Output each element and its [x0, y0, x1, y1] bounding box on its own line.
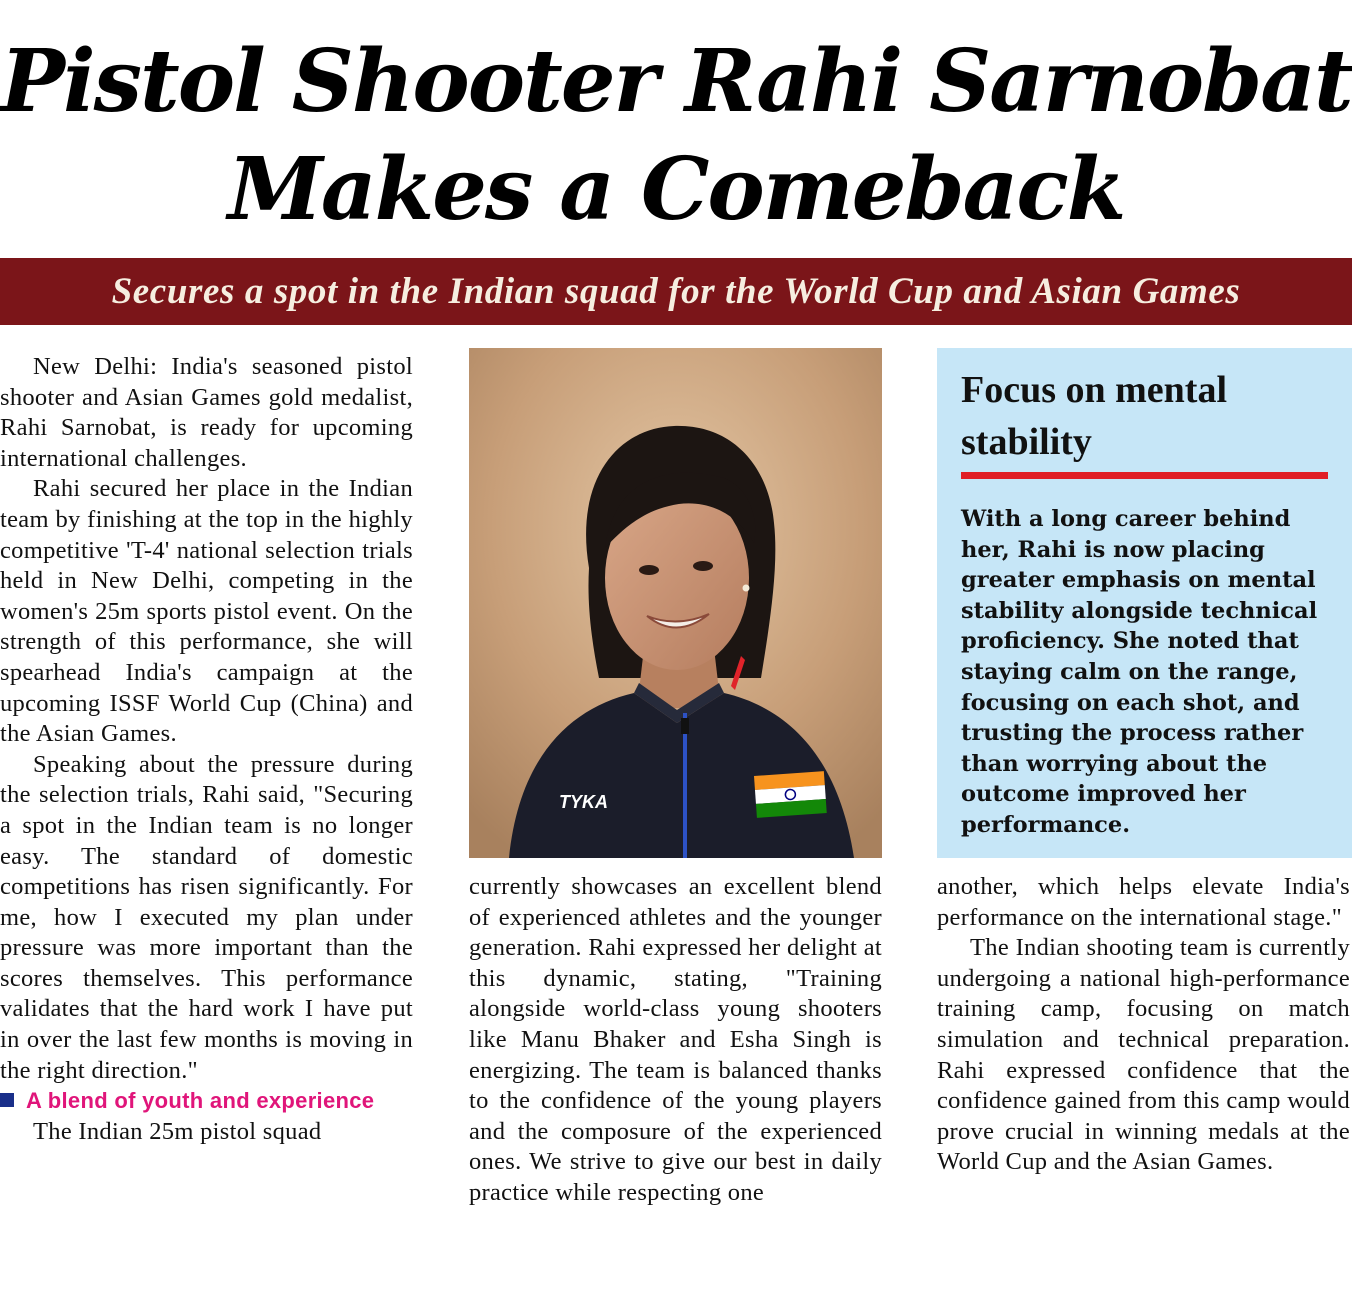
subheadline: Secures a spot in the Indian squad for the World Cup and Asian Games	[111, 271, 1241, 312]
paragraph: The Indian 25m pistol squad	[33, 1117, 322, 1145]
paragraph: another, which helps elevate India's performance on the international stage."	[937, 873, 1350, 931]
square-bullet-icon	[0, 1093, 14, 1107]
paragraph: The Indian shooting team is currently undergoing a national high-performance training camp, focusing on match simulation and technical preparation. Rahi expressed confidence that the confidence gained from this camp would prove crucial in winning medals at the World Cup and the Asian Games.	[937, 934, 1350, 1176]
jacket-brand-label: TYKA	[559, 792, 608, 812]
paragraph: Rahi secured her place in the Indian team by finishing at the top in the highly competitive 'T-4' national selection trials held in New Delhi, competing in the women's 25m sports pistol event. On the strength of this performance, she will spearhead India's campaign at the upcoming ISSF World Cup (China) and the Asian Games.	[0, 475, 413, 748]
article-column-2	[469, 872, 882, 1303]
sidebar-title: Focus on mental stability	[961, 369, 1227, 463]
sidebar-body: With a long career behind her, Rahi is now placing greater emphasis on mental stability alongside technical proficiency. She noted that staying calm on the range, focusing on each shot, and trusting the process rather than worrying about the outcome improved her performance.	[961, 506, 1318, 838]
sidebar-divider	[961, 472, 1328, 479]
paragraph: currently showcases an excellent blend of experienced athletes and the younger generation. Rahi expressed her delight at this dynamic, stating, "Training alongside world-class young shooters like Manu Bhaker and Esha Singh is energizing. The team is balanced thanks to the confidence of the young players and the composure of the experienced ones. We strive to give our best in daily practice while respecting one	[469, 873, 882, 1206]
section-subhead-text: A blend of youth and experience	[26, 1088, 375, 1114]
headline	[0, 28, 1352, 244]
subheadline-banner	[0, 258, 1352, 325]
article-column-3	[937, 872, 1350, 1303]
paragraph: Speaking about the pressure during the selection trials, Rahi said, "Securing a spot in the Indian team is no longer easy. The standard of domestic competitions has risen significantly. For me, how I executed my plan under pressure was more important than the scores themselves. This performance validates that the hard work I have put in over the last few months is moving in the right direction."	[0, 750, 413, 1084]
section-subhead	[0, 1086, 413, 1117]
headline-line-1: Pistol Shooter Rahi Sarnobat	[0, 31, 1352, 132]
sidebar-box	[937, 348, 1352, 858]
paragraph: New Delhi: India's seasoned pistol shooter and Asian Games gold medalist, Rahi Sarnobat, is ready for upcoming international challenges.	[0, 353, 413, 472]
article-column-1	[0, 352, 413, 1303]
headline-line-2: Makes a Comeback	[227, 139, 1125, 240]
athlete-photo	[469, 348, 882, 858]
india-flag-icon	[754, 771, 827, 818]
athlete-portrait-image	[469, 348, 882, 858]
